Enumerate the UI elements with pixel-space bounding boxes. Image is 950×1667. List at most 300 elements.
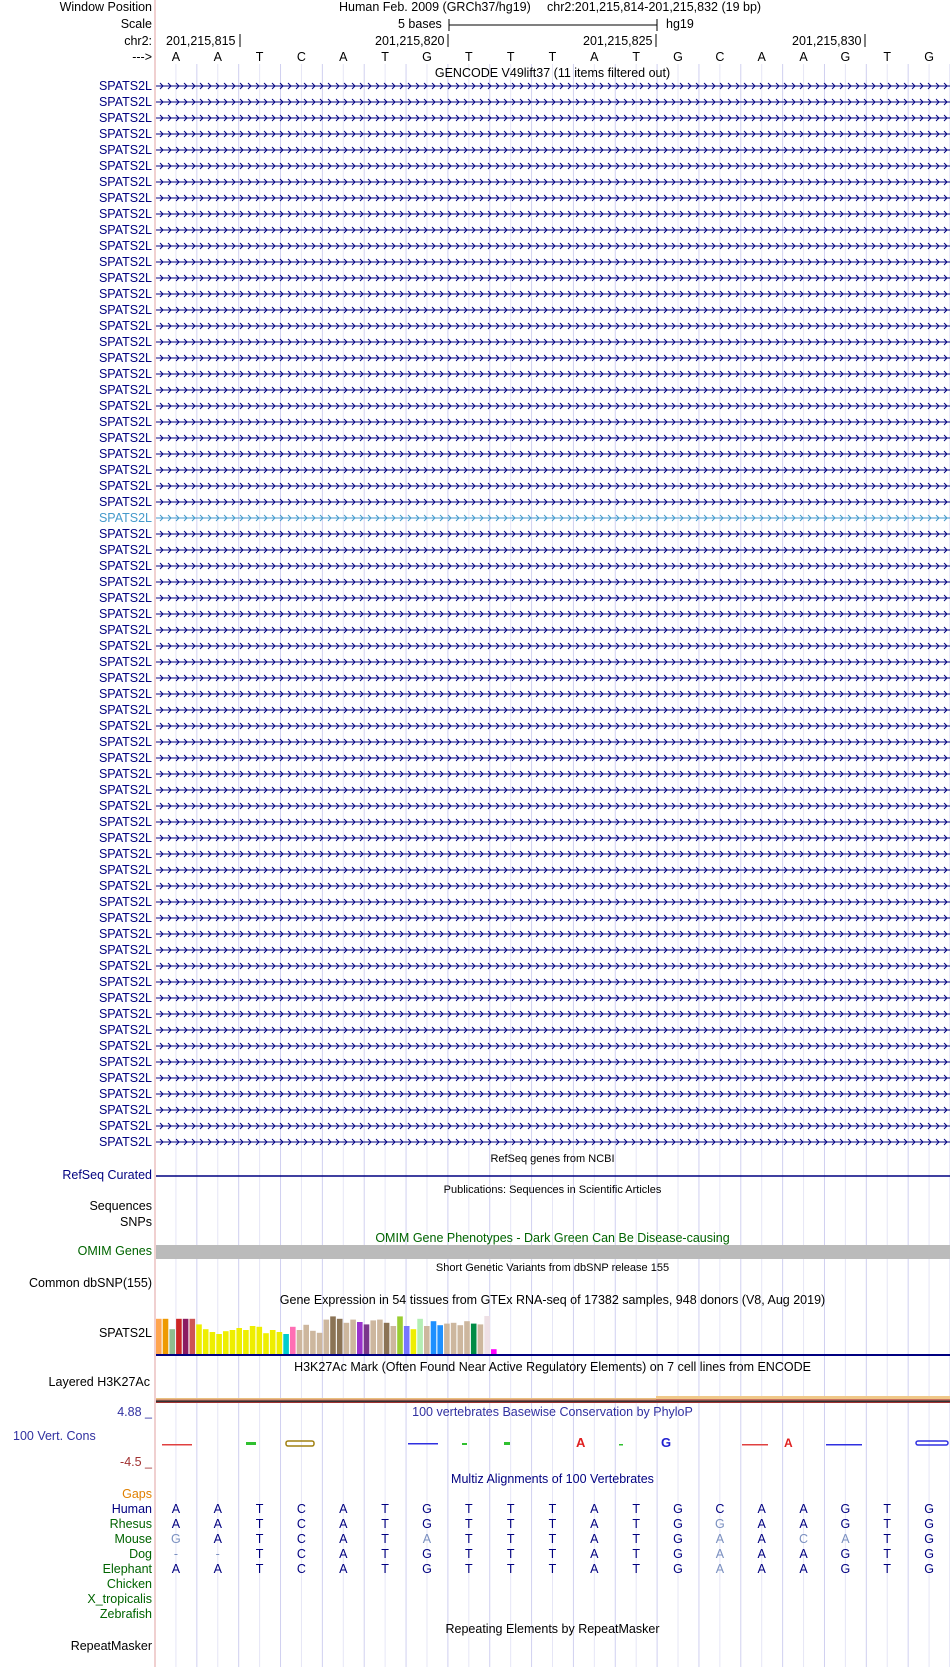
conservation-label[interactable]: 100 Vert. Cons (13, 1429, 96, 1443)
gene-strand-line[interactable] (156, 479, 950, 493)
gene-row[interactable] (0, 94, 950, 110)
gene-strand-line[interactable] (156, 303, 950, 317)
dbsnp-title[interactable]: Short Genetic Variants from dbSNP release 155 (435, 1262, 670, 1274)
gene-label[interactable]: SPATS2L (98, 959, 152, 973)
gene-row[interactable] (0, 718, 950, 734)
gene-label[interactable]: SPATS2L (98, 463, 152, 477)
gene-row[interactable] (0, 510, 950, 526)
aligned-base: A (339, 1502, 348, 1516)
gene-row[interactable] (0, 606, 950, 622)
gene-row[interactable] (0, 622, 950, 638)
gene-row[interactable] (0, 126, 950, 142)
gene-label[interactable]: SPATS2L (98, 847, 152, 861)
sequences-label[interactable]: Sequences (89, 1199, 152, 1213)
gene-strand-line[interactable] (156, 287, 950, 301)
gene-label[interactable]: SPATS2L (98, 607, 152, 621)
gene-row[interactable] (0, 238, 950, 254)
gtex-bar[interactable] (451, 1323, 457, 1354)
gene-row[interactable] (0, 318, 950, 334)
gene-row[interactable] (0, 654, 950, 670)
gene-row[interactable] (0, 638, 950, 654)
gene-row[interactable] (0, 1118, 950, 1134)
gtex-bar[interactable] (290, 1327, 296, 1354)
gene-row[interactable] (0, 926, 950, 942)
gene-strand-line[interactable] (156, 79, 950, 93)
gtex-bar[interactable] (156, 1319, 162, 1354)
gtex-bar[interactable] (236, 1328, 242, 1354)
omim-label[interactable]: OMIM Genes (77, 1244, 152, 1258)
gtex-bar[interactable] (263, 1333, 269, 1354)
multiz-title[interactable]: Multiz Alignments of 100 Vertebrates (451, 1472, 654, 1486)
gtex-label[interactable]: SPATS2L (98, 1326, 152, 1340)
gene-strand-line[interactable] (156, 351, 950, 365)
gene-label[interactable]: SPATS2L (98, 303, 152, 317)
gtex-bar[interactable] (250, 1326, 256, 1354)
gene-row[interactable] (0, 1038, 950, 1054)
gene-strand-line[interactable] (156, 191, 950, 205)
gene-strand-line[interactable] (156, 495, 950, 509)
gene-row[interactable] (0, 1054, 950, 1070)
aligned-base: A (590, 1532, 599, 1546)
gene-label[interactable]: SPATS2L (98, 191, 152, 205)
gtex-bar[interactable] (370, 1320, 376, 1354)
conservation-title[interactable]: 100 vertebrates Basewise Conservation by PhyloP (412, 1405, 693, 1419)
gtex-bar[interactable] (437, 1325, 443, 1354)
gene-strand-line[interactable] (156, 207, 950, 221)
gene-label[interactable]: SPATS2L (98, 879, 152, 893)
gene-strand-line[interactable] (156, 991, 950, 1005)
gene-label[interactable]: SPATS2L (98, 575, 152, 589)
gencode-title[interactable]: GENCODE V49lift37 (11 items filtered out) (434, 66, 671, 80)
gene-label[interactable]: SPATS2L (98, 991, 152, 1005)
gene-label[interactable]: SPATS2L (98, 207, 152, 221)
gene-label[interactable]: SPATS2L (98, 1103, 152, 1117)
gene-row[interactable] (0, 590, 950, 606)
gtex-bar[interactable] (169, 1329, 175, 1354)
gtex-bar[interactable] (458, 1325, 464, 1354)
gene-label[interactable]: SPATS2L (98, 943, 152, 957)
gene-label[interactable]: SPATS2L (98, 239, 152, 253)
gene-row[interactable] (0, 526, 950, 542)
gene-strand-line[interactable] (156, 879, 950, 893)
repeatmasker-title[interactable]: Repeating Elements by RepeatMasker (445, 1622, 660, 1636)
gene-label[interactable]: SPATS2L (98, 1039, 152, 1053)
gene-label[interactable]: SPATS2L (98, 623, 152, 637)
gene-label[interactable]: SPATS2L (98, 655, 152, 669)
gene-row[interactable] (0, 894, 950, 910)
gene-label[interactable]: SPATS2L (98, 383, 152, 397)
gene-row[interactable] (0, 414, 950, 430)
gene-row[interactable] (0, 1022, 950, 1038)
gene-row[interactable] (0, 958, 950, 974)
gene-row[interactable] (0, 222, 950, 238)
gtex-bar[interactable] (163, 1319, 169, 1354)
gtex-bar[interactable] (471, 1324, 477, 1354)
gene-strand-line[interactable] (156, 1055, 950, 1069)
aligned-base: G (673, 1562, 683, 1576)
gene-label[interactable]: SPATS2L (98, 271, 152, 285)
gene-label[interactable]: SPATS2L (98, 687, 152, 701)
gene-row[interactable] (0, 766, 950, 782)
gene-strand-line[interactable] (156, 623, 950, 637)
gene-strand-line[interactable] (156, 1023, 950, 1037)
gtex-bar[interactable] (478, 1324, 484, 1354)
gtex-bar[interactable] (196, 1324, 202, 1354)
gene-row[interactable] (0, 558, 950, 574)
gene-label[interactable]: SPATS2L (98, 495, 152, 509)
gtex-expression-bars[interactable] (156, 1306, 950, 1356)
species-label[interactable]: Dog (129, 1547, 152, 1561)
gene-strand-line[interactable] (156, 1119, 950, 1133)
gtex-bar[interactable] (417, 1319, 423, 1354)
gene-label[interactable]: SPATS2L (98, 399, 152, 413)
gene-row[interactable] (0, 1102, 950, 1118)
gene-label[interactable]: SPATS2L (98, 671, 152, 685)
gtex-bar[interactable] (491, 1349, 497, 1354)
gene-label[interactable]: SPATS2L (98, 223, 152, 237)
gene-label[interactable]: SPATS2L (98, 559, 152, 573)
gene-row[interactable] (0, 110, 950, 126)
gene-label[interactable]: SPATS2L (98, 1135, 152, 1149)
gtex-bar[interactable] (391, 1326, 397, 1354)
gene-row[interactable] (0, 286, 950, 302)
gtex-bar[interactable] (330, 1316, 336, 1354)
aligned-base: T (632, 1547, 640, 1561)
gene-label[interactable]: SPATS2L (98, 431, 152, 445)
aligned-base: G (840, 1502, 851, 1516)
gene-strand-line[interactable] (156, 863, 950, 877)
gene-row[interactable] (0, 750, 950, 766)
gene-row[interactable] (0, 382, 950, 398)
gtex-bar[interactable] (464, 1321, 470, 1354)
gtex-bar[interactable] (297, 1330, 303, 1354)
gene-row[interactable] (0, 686, 950, 702)
gene-label[interactable]: SPATS2L (98, 751, 152, 765)
gene-label[interactable]: SPATS2L (98, 719, 152, 733)
gene-label[interactable]: SPATS2L (98, 335, 152, 349)
gtex-bar[interactable] (350, 1320, 356, 1354)
repeatmasker-label[interactable]: RepeatMasker (70, 1639, 152, 1653)
species-label[interactable]: X_tropicalis (87, 1592, 152, 1606)
refseq-gene-line[interactable] (156, 1174, 950, 1178)
gene-strand-line[interactable] (156, 799, 950, 813)
gtex-bar[interactable] (230, 1330, 236, 1354)
gene-strand-line[interactable] (156, 319, 950, 333)
gene-row[interactable] (0, 878, 950, 894)
gtex-bar[interactable] (183, 1319, 189, 1354)
gene-strand-line[interactable] (156, 655, 950, 669)
gene-label[interactable]: SPATS2L (98, 415, 152, 429)
gene-label[interactable]: SPATS2L (98, 511, 152, 525)
gene-strand-line[interactable] (156, 767, 950, 781)
gtex-bar[interactable] (203, 1329, 209, 1354)
gene-strand-line[interactable] (156, 511, 950, 525)
gene-strand-line[interactable] (156, 527, 950, 541)
gene-strand-line[interactable] (156, 143, 950, 157)
gtex-bar[interactable] (377, 1320, 383, 1354)
gtex-bar[interactable] (223, 1331, 229, 1354)
gtex-bar[interactable] (357, 1322, 363, 1354)
gene-row[interactable] (0, 910, 950, 926)
gtex-bar[interactable] (337, 1319, 343, 1354)
publications-title[interactable]: Publications: Sequences in Scientific Articles (443, 1184, 662, 1196)
gene-row[interactable] (0, 462, 950, 478)
gene-label[interactable]: SPATS2L (98, 543, 152, 557)
gene-strand-line[interactable] (156, 703, 950, 717)
gene-label[interactable]: SPATS2L (98, 351, 152, 365)
gene-row[interactable] (0, 78, 950, 94)
gene-row[interactable] (0, 494, 950, 510)
gene-row[interactable] (0, 366, 950, 382)
gene-row[interactable] (0, 702, 950, 718)
gtex-bar[interactable] (424, 1326, 430, 1354)
gene-strand-line[interactable] (156, 895, 950, 909)
gene-strand-line[interactable] (156, 783, 950, 797)
gene-strand-line[interactable] (156, 271, 950, 285)
gene-label[interactable]: SPATS2L (98, 1071, 152, 1085)
gene-label[interactable]: SPATS2L (98, 95, 152, 109)
gene-strand-line[interactable] (156, 847, 950, 861)
gene-row[interactable] (0, 254, 950, 270)
gtex-bar[interactable] (243, 1330, 249, 1354)
gene-strand-line[interactable] (156, 127, 950, 141)
gtex-bar[interactable] (411, 1329, 417, 1354)
gtex-bar[interactable] (444, 1324, 450, 1354)
gene-label[interactable]: SPATS2L (98, 127, 152, 141)
gencode-track[interactable] (0, 78, 950, 1150)
gene-label[interactable]: SPATS2L (98, 975, 152, 989)
gene-label[interactable]: SPATS2L (98, 1007, 152, 1021)
gene-strand-line[interactable] (156, 447, 950, 461)
gene-row[interactable] (0, 862, 950, 878)
gene-strand-line[interactable] (156, 751, 950, 765)
reference-base: A (757, 50, 766, 64)
gene-row[interactable] (0, 478, 950, 494)
gene-row[interactable] (0, 974, 950, 990)
gene-row[interactable] (0, 158, 950, 174)
h3k27ac-signal[interactable] (156, 1393, 950, 1403)
cons-ymax: 4.88 _ (117, 1405, 152, 1419)
gene-strand-line[interactable] (156, 1087, 950, 1101)
gene-strand-line[interactable] (156, 159, 950, 173)
gene-strand-line[interactable] (156, 959, 950, 973)
gene-row[interactable] (0, 798, 950, 814)
gene-strand-line[interactable] (156, 95, 950, 109)
gtex-bar[interactable] (303, 1325, 309, 1354)
gene-row[interactable] (0, 430, 950, 446)
gtex-bar[interactable] (210, 1332, 216, 1354)
gene-strand-line[interactable] (156, 1135, 950, 1149)
gtex-bar[interactable] (397, 1316, 403, 1354)
gene-label[interactable]: SPATS2L (98, 287, 152, 301)
gene-row[interactable] (0, 398, 950, 414)
aligned-base: G (924, 1547, 934, 1561)
gtex-bar[interactable] (277, 1332, 283, 1354)
gtex-bar[interactable] (431, 1321, 437, 1354)
gene-label[interactable]: SPATS2L (98, 767, 152, 781)
gene-strand-line[interactable] (156, 975, 950, 989)
gene-strand-line[interactable] (156, 943, 950, 957)
gene-strand-line[interactable] (156, 335, 950, 349)
gene-strand-line[interactable] (156, 607, 950, 621)
gtex-bar[interactable] (324, 1320, 330, 1354)
gene-row[interactable] (0, 302, 950, 318)
gtex-bar[interactable] (310, 1331, 316, 1354)
gene-row[interactable] (0, 814, 950, 830)
aligned-base: T (548, 1547, 557, 1561)
gtex-bar[interactable] (344, 1323, 350, 1354)
gene-row[interactable] (0, 782, 950, 798)
gene-label[interactable]: SPATS2L (98, 255, 152, 269)
species-label[interactable]: Human (111, 1502, 152, 1516)
gene-label[interactable]: SPATS2L (98, 319, 152, 333)
gene-label[interactable]: SPATS2L (98, 799, 152, 813)
gene-strand-line[interactable] (156, 735, 950, 749)
gene-strand-line[interactable] (156, 927, 950, 941)
gene-row[interactable] (0, 990, 950, 1006)
gene-strand-line[interactable] (156, 399, 950, 413)
gene-row[interactable] (0, 734, 950, 750)
gene-row[interactable] (0, 846, 950, 862)
gtex-bar[interactable] (176, 1319, 182, 1354)
gene-strand-line[interactable] (156, 255, 950, 269)
gene-strand-line[interactable] (156, 639, 950, 653)
gtex-bar[interactable] (216, 1334, 222, 1354)
gene-label[interactable]: SPATS2L (98, 927, 152, 941)
gene-label[interactable]: SPATS2L (98, 639, 152, 653)
gene-strand-line[interactable] (156, 1103, 950, 1117)
gene-strand-line[interactable] (156, 175, 950, 189)
gene-strand-line[interactable] (156, 543, 950, 557)
gene-label[interactable]: SPATS2L (98, 175, 152, 189)
omim-title[interactable]: OMIM Gene Phenotypes - Dark Green Can Be Disease-causing (375, 1231, 730, 1245)
gene-label[interactable]: SPATS2L (98, 1023, 152, 1037)
gene-label[interactable]: SPATS2L (98, 1055, 152, 1069)
gene-label[interactable]: SPATS2L (98, 863, 152, 877)
gtex-bar[interactable] (257, 1327, 263, 1354)
gene-strand-line[interactable] (156, 575, 950, 589)
gene-label[interactable]: SPATS2L (98, 1087, 152, 1101)
gene-row[interactable] (0, 574, 950, 590)
gene-label[interactable]: SPATS2L (98, 815, 152, 829)
gene-row[interactable] (0, 1006, 950, 1022)
gtex-bar[interactable] (190, 1319, 196, 1354)
gene-label[interactable]: SPATS2L (98, 111, 152, 125)
gene-strand-line[interactable] (156, 1071, 950, 1085)
gtex-bar[interactable] (283, 1334, 289, 1354)
gene-strand-line[interactable] (156, 719, 950, 733)
scale-assembly: hg19 (666, 17, 694, 31)
gene-strand-line[interactable] (156, 687, 950, 701)
gene-row[interactable] (0, 206, 950, 222)
aligned-base: T (381, 1502, 389, 1516)
gene-strand-line[interactable] (156, 383, 950, 397)
gtex-bar[interactable] (484, 1316, 490, 1354)
gene-strand-line[interactable] (156, 223, 950, 237)
snps-label[interactable]: SNPs (120, 1215, 152, 1229)
gene-strand-line[interactable] (156, 463, 950, 477)
h3k27ac-title[interactable]: H3K27Ac Mark (Often Found Near Active Regulatory Elements) on 7 cell lines from ENCODE (294, 1360, 811, 1374)
scale-bar (448, 18, 658, 32)
gene-strand-line[interactable] (156, 1039, 950, 1053)
gene-strand-line[interactable] (156, 111, 950, 125)
species-label[interactable]: Elephant (102, 1562, 152, 1576)
gene-label[interactable]: SPATS2L (98, 735, 152, 749)
refseq-title[interactable]: RefSeq genes from NCBI (490, 1153, 615, 1165)
gene-strand-line[interactable] (156, 591, 950, 605)
gene-row[interactable] (0, 142, 950, 158)
species-label[interactable]: Chicken (106, 1577, 152, 1591)
gene-row[interactable] (0, 190, 950, 206)
gene-label[interactable]: SPATS2L (98, 143, 152, 157)
gene-strand-line[interactable] (156, 559, 950, 573)
aligned-base: T (883, 1532, 892, 1546)
gene-strand-line[interactable] (156, 671, 950, 685)
gene-strand-line[interactable] (156, 815, 950, 829)
gene-strand-line[interactable] (156, 831, 950, 845)
gene-row[interactable] (0, 942, 950, 958)
gene-label[interactable]: SPATS2L (98, 527, 152, 541)
gene-strand-line[interactable] (156, 367, 950, 381)
gene-row[interactable] (0, 270, 950, 286)
gene-label[interactable]: SPATS2L (98, 911, 152, 925)
omim-bar[interactable] (156, 1245, 950, 1259)
gene-label[interactable]: SPATS2L (98, 831, 152, 845)
gtex-bar[interactable] (384, 1323, 390, 1354)
gene-row[interactable] (0, 1134, 950, 1150)
gene-row[interactable] (0, 670, 950, 686)
gene-label[interactable]: SPATS2L (98, 159, 152, 173)
gene-label[interactable]: SPATS2L (98, 703, 152, 717)
gene-label[interactable]: SPATS2L (98, 479, 152, 493)
gene-row[interactable] (0, 174, 950, 190)
gene-label[interactable]: SPATS2L (98, 1119, 152, 1133)
gtex-bar[interactable] (404, 1326, 410, 1354)
gene-strand-line[interactable] (156, 239, 950, 253)
gene-label[interactable]: SPATS2L (98, 591, 152, 605)
gaps-label[interactable]: Gaps (122, 1487, 152, 1501)
gene-row[interactable] (0, 830, 950, 846)
species-label[interactable]: Zebrafish (99, 1607, 152, 1621)
gene-label[interactable]: SPATS2L (98, 895, 152, 909)
dbsnp-label[interactable]: Common dbSNP(155) (29, 1276, 152, 1290)
gtex-title[interactable]: Gene Expression in 54 tissues from GTEx RNA-seq of 17382 samples, 948 donors (V8, Aug 2019) (279, 1293, 826, 1307)
gtex-bar[interactable] (317, 1333, 323, 1354)
gene-label[interactable]: SPATS2L (98, 367, 152, 381)
h3k27ac-label[interactable]: Layered H3K27Ac (48, 1375, 150, 1389)
gene-row[interactable] (0, 350, 950, 366)
gene-label[interactable]: SPATS2L (98, 79, 152, 93)
refseq-label[interactable]: RefSeq Curated (62, 1168, 152, 1182)
aligned-base: T (506, 1547, 515, 1561)
gene-row[interactable] (0, 1070, 950, 1086)
gene-strand-line[interactable] (156, 911, 950, 925)
gene-label[interactable]: SPATS2L (98, 447, 152, 461)
gene-row[interactable] (0, 446, 950, 462)
species-label[interactable]: Rhesus (109, 1517, 152, 1531)
gene-strand-line[interactable] (156, 431, 950, 445)
gene-label[interactable]: SPATS2L (98, 783, 152, 797)
gtex-bar[interactable] (270, 1330, 276, 1354)
gene-row[interactable] (0, 334, 950, 350)
conservation-logo[interactable] (156, 1430, 950, 1460)
gene-strand-line[interactable] (156, 1007, 950, 1021)
gene-strand-line[interactable] (156, 415, 950, 429)
species-label[interactable]: Mouse (114, 1532, 152, 1546)
gene-row[interactable] (0, 1086, 950, 1102)
gene-row[interactable] (0, 542, 950, 558)
gtex-bar[interactable] (364, 1324, 370, 1354)
